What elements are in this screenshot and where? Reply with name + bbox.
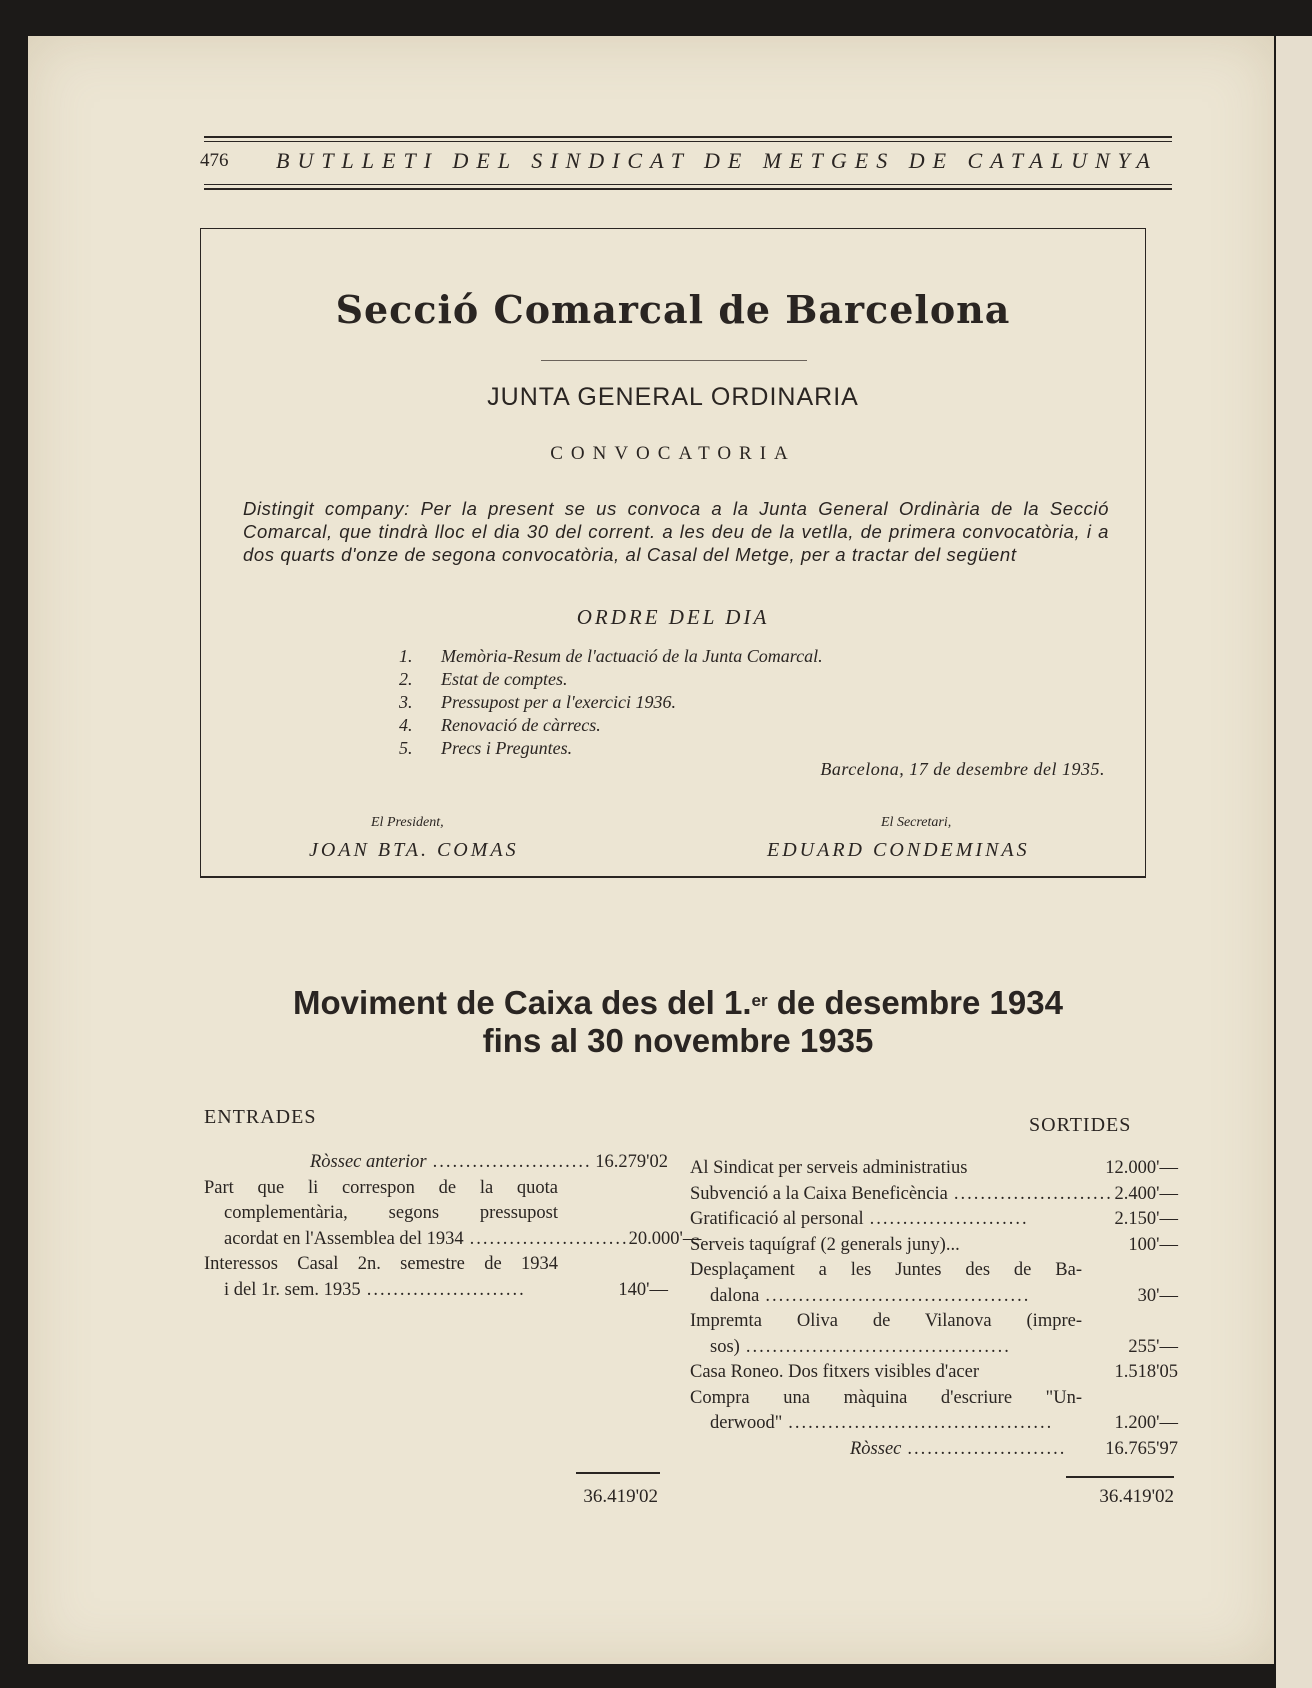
agenda-item bbox=[399, 691, 823, 714]
ledger-label: Serveis taquígraf (2 generals juny)... bbox=[690, 1234, 960, 1255]
ledger-row bbox=[690, 1182, 1178, 1208]
journal-title: BUTLLETI DEL SINDICAT DE METGES DE CATALUNYA bbox=[276, 148, 1158, 173]
ledger-amount: 30'— bbox=[1137, 1285, 1178, 1306]
leader-dots: ........................................ bbox=[745, 1336, 1011, 1357]
agenda-item-text: Memòria-Resum de l'actuació de la Junta Comarcal. bbox=[441, 646, 823, 666]
entrades-heading: ENTRADES bbox=[204, 1106, 317, 1128]
notice-body: Distingit company: Per la present se us convoca a la Junta General Ordinària de la Secció Comarcal, que tindrà lloc el dia 30 del corrent. a les deu de la vetlla, de primera convocatòria, i a dos quarts d'onze de segona convocatòria, al Casal del Metge, per a tractar del següent bbox=[243, 498, 1109, 565]
ledger-amount: 1.200'— bbox=[1114, 1413, 1178, 1433]
ledger-label: i del 1r. sem. 1935 bbox=[224, 1279, 361, 1300]
secretary-name: EDUARD CONDEMINAS bbox=[767, 839, 1030, 861]
agenda-item-number: 5. bbox=[399, 738, 413, 758]
ledger-amount: 2.400'— bbox=[1114, 1183, 1178, 1204]
agenda-item-text: Estat de comptes. bbox=[441, 669, 568, 689]
notice-title: Secció Comarcal de Barcelona bbox=[335, 287, 1011, 332]
agenda-item-text: Pressupost per a l'exercici 1936. bbox=[441, 692, 676, 712]
sortides-heading: SORTIDES bbox=[1029, 1114, 1132, 1136]
leader-dots: ........................ bbox=[907, 1438, 1067, 1459]
ledger-label: Ròssec bbox=[850, 1438, 902, 1459]
agenda-item-number: 4. bbox=[399, 715, 413, 735]
notice-box bbox=[200, 228, 1146, 878]
leader-dots: ........................................ bbox=[765, 1285, 1031, 1306]
leader-dots: ........................ bbox=[366, 1279, 526, 1300]
sortides-total: 36.419'02 bbox=[1099, 1486, 1174, 1507]
ledger-row bbox=[204, 1227, 702, 1253]
ledger-row bbox=[690, 1411, 1178, 1437]
sortides-total-rule bbox=[1066, 1476, 1174, 1478]
header-rule-top-thin bbox=[204, 141, 1172, 142]
entrades-total: 36.419'02 bbox=[583, 1486, 658, 1507]
ledger-row bbox=[690, 1309, 1178, 1335]
ledger-row bbox=[204, 1176, 668, 1202]
ledger-label: Al Sindicat per serveis administratius bbox=[690, 1158, 968, 1178]
ledger-label: Subvenció a la Caixa Beneficència bbox=[690, 1183, 948, 1204]
ledger-row bbox=[204, 1278, 668, 1304]
ledger-label: Desplaçament a les Juntes des de Ba- bbox=[690, 1260, 1082, 1280]
agenda-item bbox=[399, 714, 823, 737]
leader-dots: ........................ bbox=[469, 1228, 629, 1249]
agenda-item bbox=[399, 737, 823, 760]
ledger-row bbox=[204, 1201, 668, 1227]
agenda-item-number: 2. bbox=[399, 669, 413, 689]
notice-subtitle: JUNTA GENERAL ORDINARIA bbox=[487, 383, 859, 411]
cash-title-superscript: er bbox=[751, 991, 768, 1010]
leader-dots bbox=[979, 1360, 1082, 1386]
ledger-row bbox=[204, 1252, 668, 1278]
ledger-label: derwood" bbox=[710, 1413, 783, 1433]
header-rule-bottom-thin bbox=[204, 184, 1172, 185]
agenda-item-text: Renovació de càrrecs. bbox=[441, 715, 601, 735]
ledger-row bbox=[204, 1150, 668, 1176]
agenda-item-number: 3. bbox=[399, 692, 413, 712]
ledger-row bbox=[690, 1437, 1178, 1463]
ledger-label: acordat en l'Assemblea del 1934 bbox=[224, 1228, 464, 1249]
cash-title-line2: fins al 30 novembre 1935 bbox=[482, 1022, 874, 1059]
ledger-row bbox=[690, 1258, 1178, 1284]
ledger-row bbox=[690, 1207, 1178, 1233]
ledger-amount: 20.000'— bbox=[628, 1228, 702, 1249]
cash-title-part-b: de desembre 1934 bbox=[767, 984, 1063, 1021]
leader-dots: ........................ bbox=[869, 1209, 1029, 1229]
ledger-label: Part que li correspon de la quota bbox=[204, 1177, 558, 1198]
secretary-label: El Secretari, bbox=[881, 815, 952, 830]
president-name: JOAN BTA. COMAS bbox=[309, 839, 519, 861]
ledger-label: Compra una màquina d'escriure "Un- bbox=[690, 1387, 1082, 1408]
adjacent-page-edge bbox=[1276, 36, 1312, 1688]
ledger-label: Interessos Casal 2n. semestre de 1934 bbox=[204, 1254, 558, 1274]
president-label: El President, bbox=[371, 815, 444, 830]
ledger-amount: 16.765'97 bbox=[1105, 1438, 1178, 1459]
ledger-amount: 1.518'05 bbox=[1114, 1362, 1178, 1382]
ledger-amount: 100'— bbox=[1128, 1234, 1178, 1255]
entrades-total-rule bbox=[576, 1472, 660, 1474]
ledger-amount: 255'— bbox=[1128, 1336, 1178, 1357]
agenda-item bbox=[399, 668, 823, 691]
leader-dots: ........................................ bbox=[788, 1413, 1054, 1433]
ledger-row bbox=[690, 1156, 1178, 1182]
leader-dots bbox=[960, 1233, 1082, 1259]
convocatoria-label: CONVOCATORIA bbox=[550, 443, 796, 464]
leader-dots: ........................ bbox=[432, 1152, 592, 1172]
agenda-list bbox=[399, 645, 823, 760]
date-line: Barcelona, 17 de desembre del 1935. bbox=[820, 759, 1105, 779]
header-rule-bottom bbox=[204, 188, 1172, 190]
ledger-row bbox=[690, 1360, 1178, 1386]
ledger-row bbox=[690, 1386, 1178, 1412]
ledger-label: Casa Roneo. Dos fitxers visibles d'acer bbox=[690, 1362, 979, 1382]
ledger-row bbox=[690, 1335, 1178, 1361]
agenda-item-text: Precs i Preguntes. bbox=[441, 738, 573, 758]
ledger-label: Impremta Oliva de Vilanova (impre- bbox=[690, 1311, 1082, 1331]
document-page bbox=[28, 36, 1274, 1664]
ledger-amount: 2.150'— bbox=[1114, 1209, 1178, 1229]
ledger-label: sos) bbox=[710, 1336, 740, 1357]
ledger-label: complementària, segons pressupost bbox=[224, 1203, 558, 1223]
sortides-ledger bbox=[690, 1156, 1178, 1462]
ledger-amount: 140'— bbox=[618, 1279, 668, 1300]
agenda-item bbox=[399, 645, 823, 668]
ledger-row bbox=[690, 1284, 1178, 1310]
ledger-amount: 16.279'02 bbox=[595, 1152, 668, 1172]
agenda-item-number: 1. bbox=[399, 646, 413, 666]
ordre-del-dia-title: ORDRE DEL DIA bbox=[576, 605, 770, 629]
title-divider bbox=[541, 360, 807, 361]
header-rule-top bbox=[204, 136, 1172, 138]
leader-dots: ........................ bbox=[953, 1183, 1113, 1204]
ledger-row bbox=[690, 1233, 1178, 1259]
ledger-label: dalona bbox=[710, 1285, 760, 1306]
cash-title-part-a: Moviment de Caixa des del 1. bbox=[293, 984, 752, 1021]
ledger-label: Ròssec anterior bbox=[310, 1152, 427, 1172]
ledger-amount: 12.000'— bbox=[1105, 1158, 1178, 1178]
cash-title-line1 bbox=[228, 984, 1128, 1022]
page-number: 476 bbox=[200, 150, 229, 171]
leader-dots bbox=[967, 1156, 1082, 1182]
entrades-ledger bbox=[204, 1150, 702, 1303]
ledger-label: Gratificació al personal bbox=[690, 1209, 864, 1229]
